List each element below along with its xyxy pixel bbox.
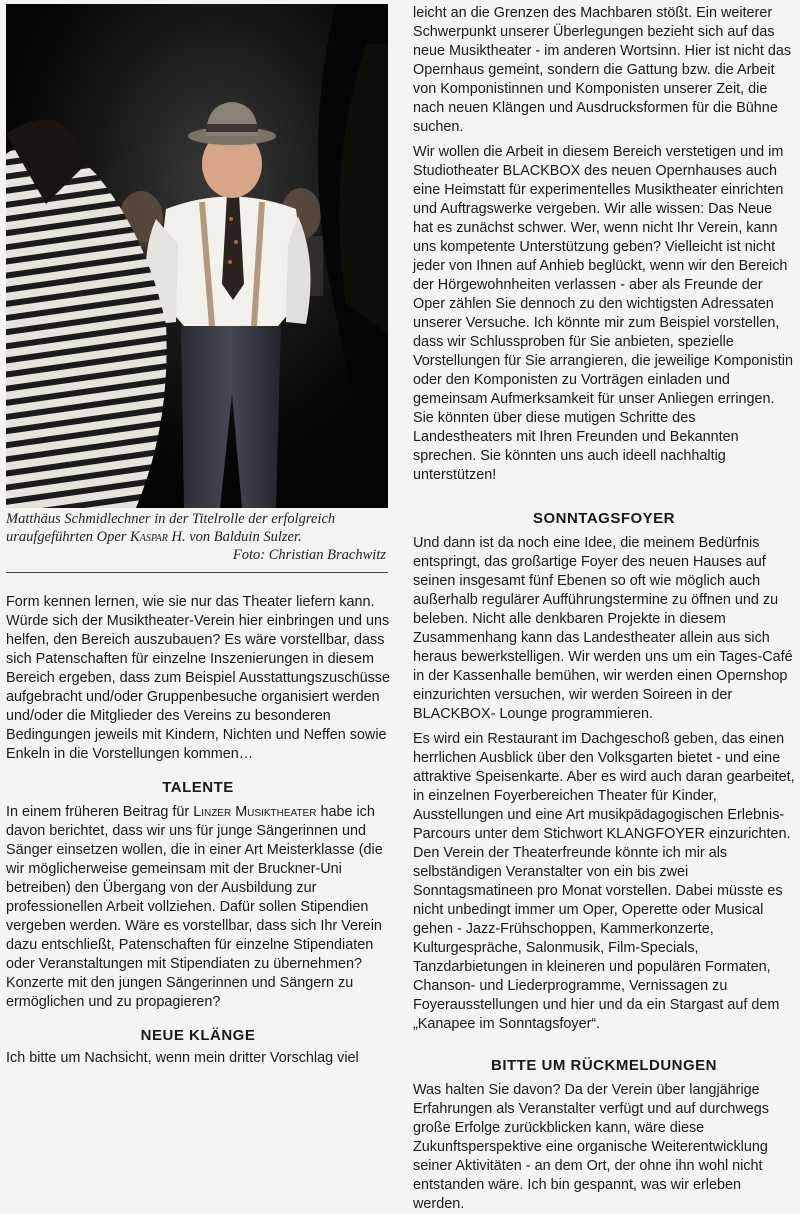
left-paragraph-3: Ich bitte um Nachsicht, wenn mein dritter Vorschlag viel — [6, 1050, 359, 1066]
left-paragraph-2-pre: In einem früheren Beitrag für — [6, 804, 194, 820]
left-paragraph-2 — [6, 803, 390, 1012]
right-column — [413, 4, 795, 1214]
caption-divider — [6, 572, 388, 573]
heading-talente: TALENTE — [162, 779, 234, 796]
stage-photo — [6, 4, 388, 508]
left-paragraph-2-post: habe ich davon berichtet, dass wir uns für junge Sängerinnen und Sänger einsetzen wollen, die in einer Art Meisterklasse (die wir möglicherweise gemeinsam mit der Bruckner-Uni betreiben) den Übergang von der Ausbildung zur professionellen Arbeit vollziehen. Dafür sollen Stipendien vergeben werden. Wäre es vorstellbar, dass sich Ihr Verein dazu entschließt, Patenschaften für einzelne Stipendiaten oder Veranstaltungen mit Stipendiaten zu übernehmen? Konzerte mit den jungen Sängerinnen und Sängern zu ermöglichen und zu propagieren? — [6, 804, 383, 1010]
left-column — [6, 593, 390, 1068]
caption-text-1: Matthäus Schmidlechner in der Titelrolle der erfolgreich uraufgeführten Oper — [6, 511, 336, 545]
photo-credit: Foto: Christian Brachwitz — [232, 547, 386, 563]
right-paragraph-4: Es wird ein Restaurant im Dachgeschoß geben, das einen herrlichen Ausblick über den Volksgarten bietet - und eine attraktive Speisenkarte. Aber es wird auch daran gearbeitet, in einzelnen Foyerbereichen Theater für Kinder, Ausstellungen und eine Art musikpädagogischen Erlebnis-Parcours unter dem Stichwort KLANGFOYER einzurichten. Den Verein der Theaterfreunde könnte ich mir als selbständigen Veranstalter von ein bis zwei Sonntagsmatineen pro Monat vorstellen. Dabei müsste es nicht unbedingt immer um Oper, Operette oder Musical gehen - Jazz-Frühschoppen, Kammerkonzerte, Kulturgespräche, Salonmusik, Film-Specials, Tanzdarbietungen in kleineren und populären Formaten, Chanson- und Liederprogramme, Vernissagen zu Foyerausstellungen und hier und da ein Stargast auf dem „Kanapee im Sonntagsfoyer“. — [413, 731, 795, 1032]
heading-neue-klaenge: NEUE KLÄNGE — [140, 1027, 256, 1044]
heading-bitte-um-rueckmeldungen: BITTE UM RÜCKMELDUNGEN — [491, 1057, 717, 1074]
magazine-name: Linzer Musiktheater — [193, 804, 317, 820]
right-paragraph-3: Und dann ist da noch eine Idee, die meinem Bedürfnis entspringt, das großartige Foyer des neuen Hauses auf seinen insgesamt fünf Ebenen so oft wie möglich auch außerhalb regulärer Aufführungstermine zu öffnen und zu beleben. Nicht alle denkbaren Projekte in diesem Zusammenhang kann das Landestheater allein aus sich heraus bewerkstelligen. Wir werden uns um ein Tages-Café in der Kassenhalle bemühen, wir werden einen Opernshop einzurichten versuchen, wir werden Soireen in der BLACKBOX- Lounge programmieren. — [413, 535, 793, 722]
right-paragraph-2: Wir wollen die Arbeit in diesem Bereich verstetigen und im Studiotheater BLACKBOX des neuen Opernhauses auch eine Heimstatt für experimentelles Musiktheater einrichten und Auftragswerke vergeben. Wir alle wissen: Das Neue hat es zunächst schwer. Wer, wenn nicht Ihr Verein, kann uns kompetente Unterstützung geben? Vielleicht ist nicht jeder von Ihnen auf Anhieb beglückt, wenn wir den Bereich der Hörgewohnheiten verlassen - aber als Freunde der Oper zählen Sie dennoch zu den wichtigsten Adressaten unserer Versuche. Ich könnte mir zum Beispiel vorstellen, dass wir Schlussproben für Sie anbieten, spezielle Vorstellungen für Sie arrangieren, die jeweilige Komponistin oder den Komponisten zu Vorträgen einladen und gemeinsam Aufmerksamkeit für unser Anliegen erringen. Sie könnten über diese mutigen Schritte des Landestheaters mit Ihren Freunden und Bekannten sprechen. Sie könnten uns auch ideell nachhaltig unterstützen! — [413, 144, 793, 483]
heading-sonntagsfoyer: SONNTAGSFOYER — [532, 510, 676, 527]
caption-text-2: von Balduin Sulzer. — [185, 529, 302, 545]
stage-photo-illustration — [6, 4, 388, 508]
left-paragraph-1: Form kennen lernen, wie sie nur das Theater liefern kann. Würde sich der Musiktheater-Verein hier einbringen und uns helfen, den Bereich auszubauen? Es wäre vorstellbar, dass sich Patenschaften für einzelne Inszenierungen in diesem Bereich ergeben, dass zum Beispiel Ausstattungszuschüsse aufgebracht und/oder Gruppenbesuche organisiert werden und/oder die Mitglieder des Vereins zu besonderen Bedingungen jeweils mit Kindern, Nichten und Neffen sowie Enkeln in die Vorstellungen kommen… — [6, 594, 390, 762]
right-paragraph-1: leicht an die Grenzen des Machbaren stößt. Ein weiterer Schwerpunkt unserer Überlegungen bezieht sich auf das neue Musiktheater - im anderen Wortsinn. Hier ist nicht das Opernhaus gemeint, sondern die Gattung bzw. die Arbeit von Komponistinnen und Komponisten unserer Zeit, die nach neuen Klängen und Ausdrucksformen für die Bühne suchen. — [413, 5, 792, 135]
caption-opera-title: Kaspar H. — [130, 529, 186, 545]
photo-caption — [6, 510, 386, 564]
right-paragraph-5: Was halten Sie davon? Da der Verein über langjährige Erfahrungen als Veranstalter verfügt und auf durchwegs große Erfolge zurückblicken kann, wäre diese Zukunftsperspektive eine organische Weiterentwicklung seiner Aktivitäten - an dem Ort, der ohne ihn wohl nicht entstanden wäre. Ich bin gespannt, was wir erleben werden. — [413, 1082, 769, 1212]
